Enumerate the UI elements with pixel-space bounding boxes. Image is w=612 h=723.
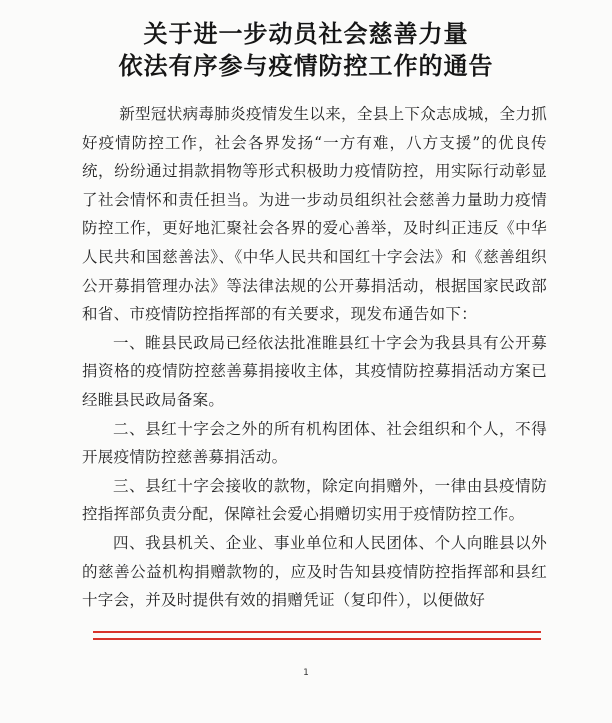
paragraph-item-4: 四、我县机关、企业、事业单位和人民团体、个人向睢县以外的慈善公益机构捐赠款物的，应及时告知县疫情防控指挥部和县红十字会，并及时提供有效的捐赠凭证（复印件），以便做好 (82, 533, 547, 610)
paragraph-item-1: 一、睢县民政局已经依法批准睢县红十字会为我县具有公开募捐资格的疫情防控慈善募捐接收主体，其疫情防控募捐活动方案已经睢县民政局备案。 (82, 333, 547, 409)
paragraph-item-2: 二、县红十字会之外的所有机构团体、社会组织和个人，不得开展疫情防控慈善募捐活动。 (82, 419, 547, 467)
red-divider-thick (93, 631, 541, 633)
red-divider-thin (93, 638, 541, 640)
paragraph-intro: 新型冠状病毒肺炎疫情发生以来，全县上下众志成城，全力抓好疫情防控工作，社会各界发扬“一方有难，八方支援”的优良传统，纷纷通过捐款捐物等形式积极助力疫情防控，用实际行动彰显了社会情怀和责任担当。为进一步动员组织社会慈善力量助力疫情防控工作，更好地汇聚社会各界的爱心善举，及时纠正违反《中华人民共和国慈善法》、《中华人民共和国红十字会法》和《慈善组织公开募捐管理办法》等法律法规的公开募捐活动，根据国家民政部和省、市疫情防控指挥部的有关要求，现发布通告如下： (82, 105, 547, 324)
page-number: 1 (303, 668, 309, 678)
document-title-line-2: 依法有序参与疫情防控工作的通告 (118, 52, 494, 80)
paragraph-item-3: 三、县红十字会接收的款物，除定向捐赠外，一律由县疫情防控指挥部负责分配，保障社会爱心捐赠切实用于疫情防控工作。 (82, 476, 547, 524)
document-title-line-1: 关于进一步动员社会慈善力量 (143, 20, 469, 48)
document-body (82, 100, 547, 615)
